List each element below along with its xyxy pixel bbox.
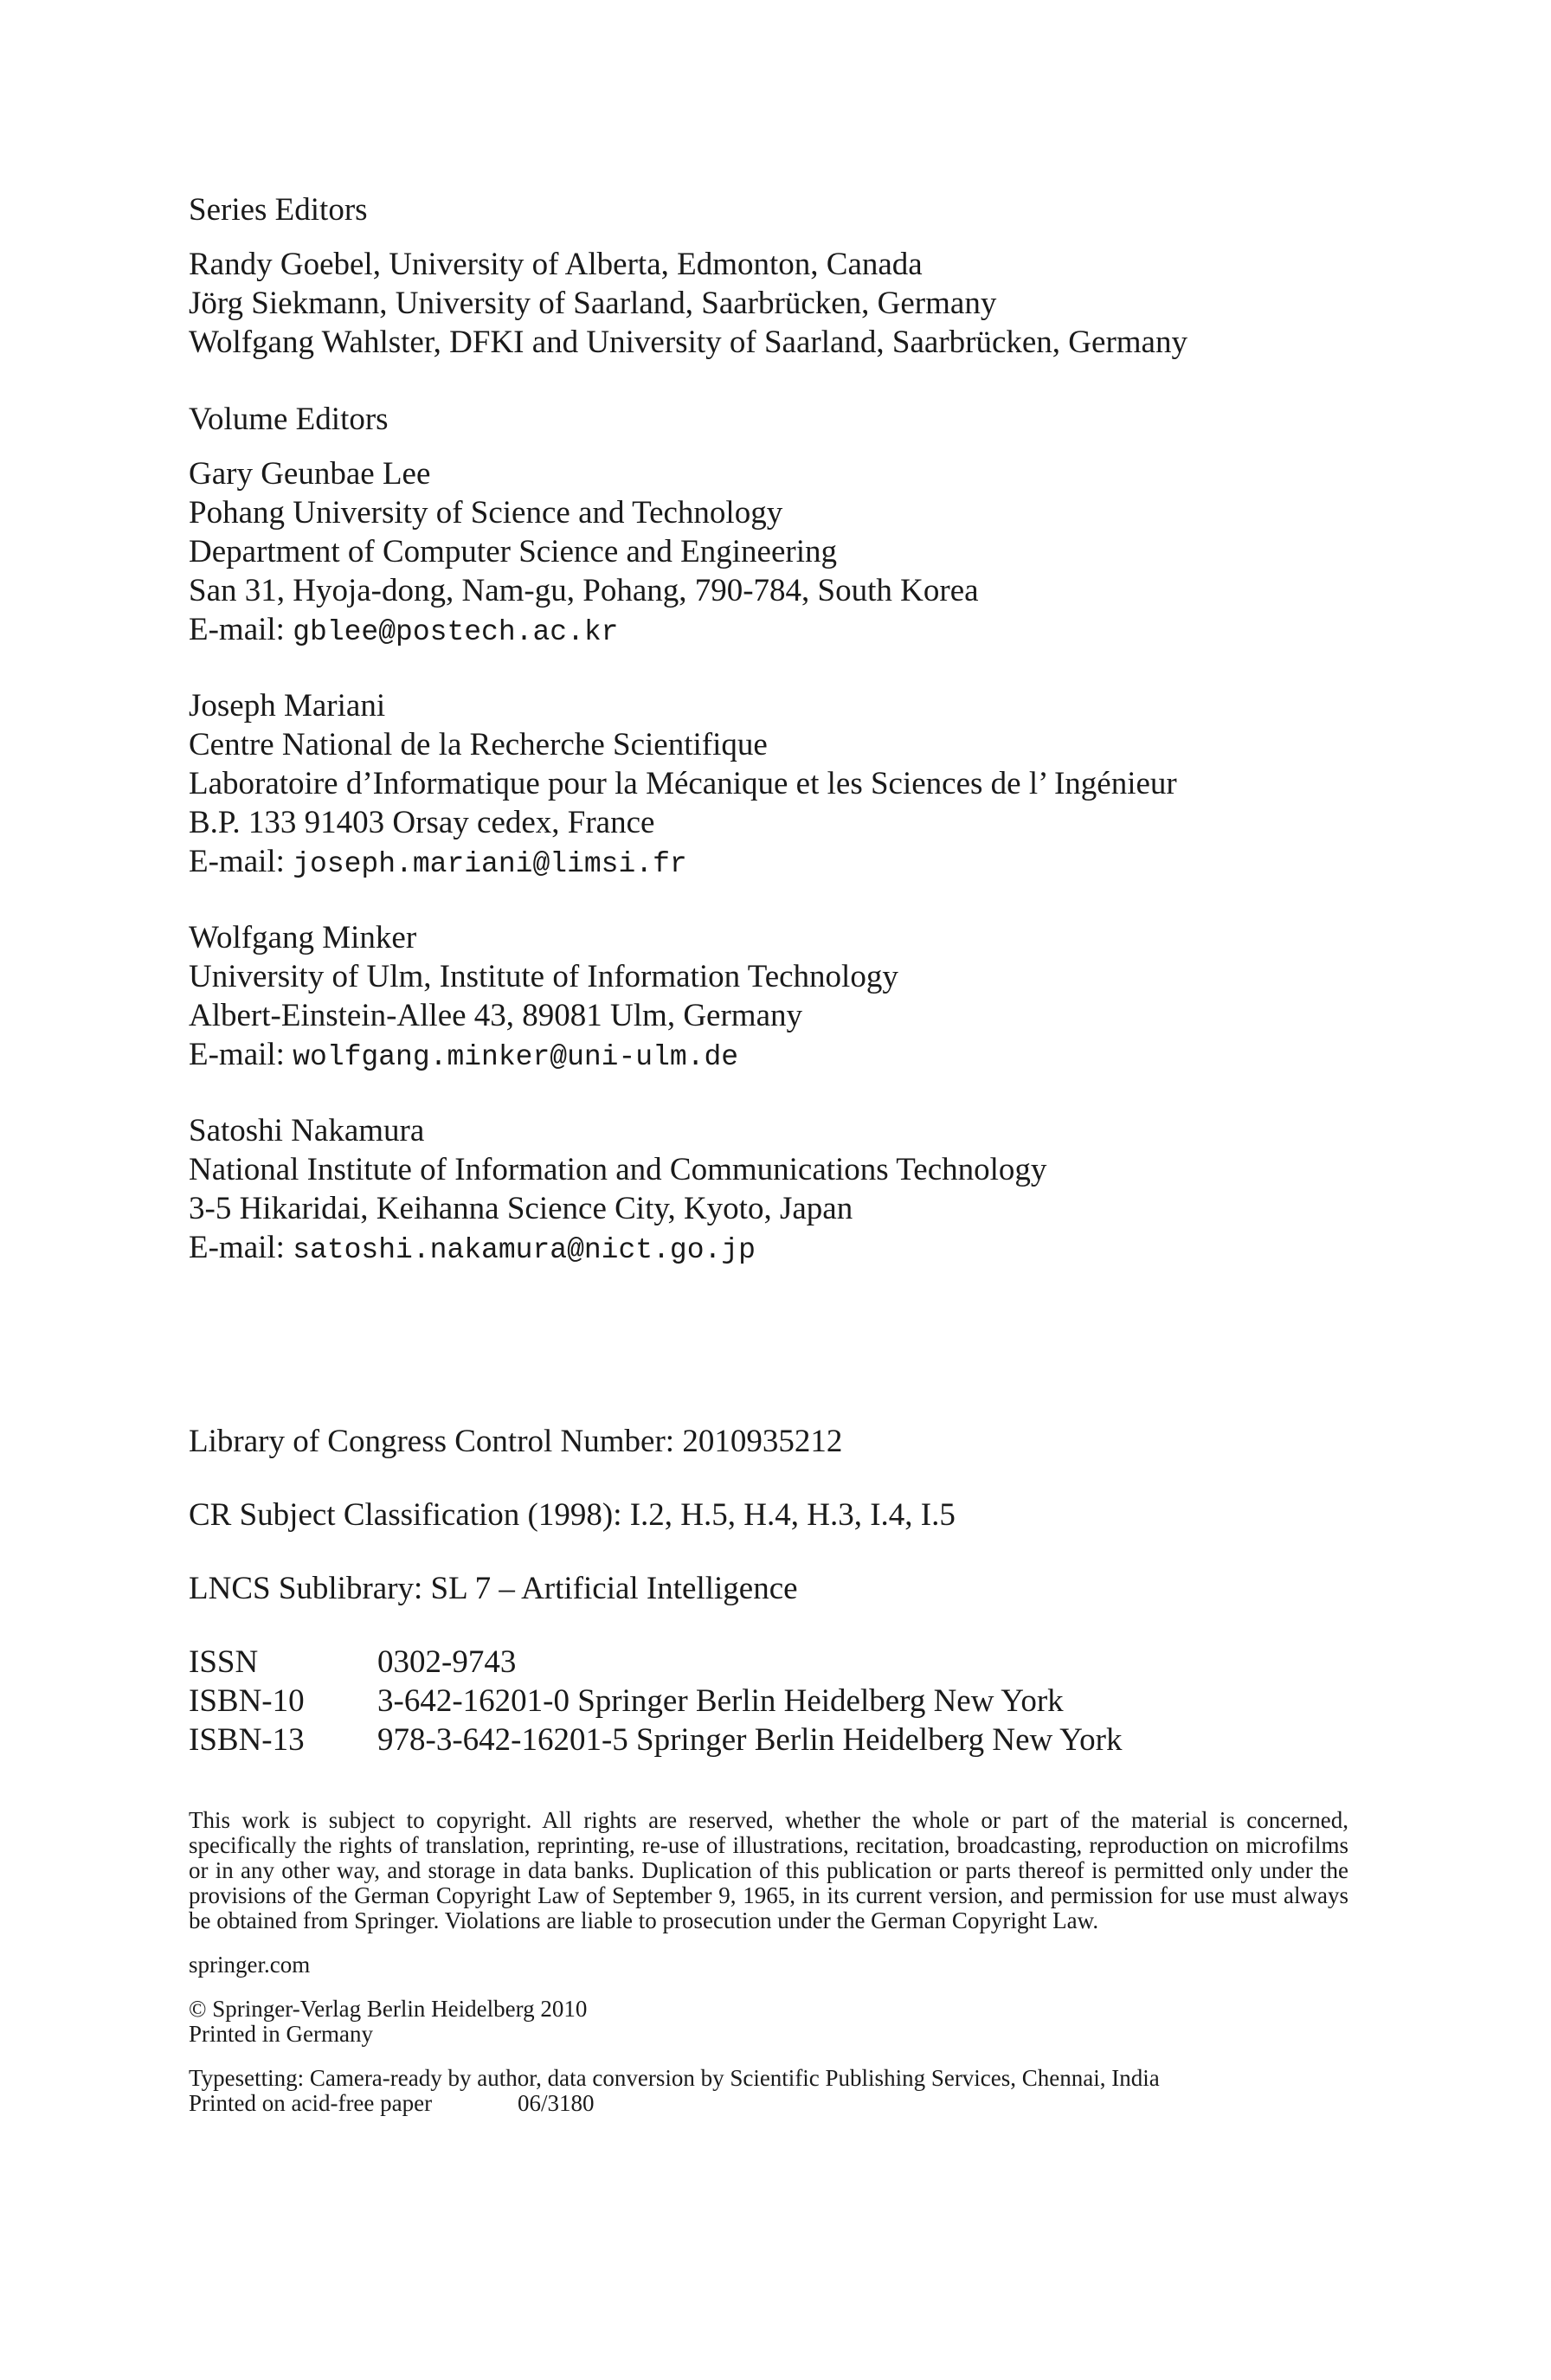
editor-name: Joseph Mariani: [189, 688, 386, 724]
volume-editor-entry: [189, 1111, 1348, 1270]
email-label: E-mail:: [189, 1230, 293, 1265]
identifier-key: ISBN-10: [189, 1683, 305, 1719]
editor-affiliation-line: Department of Computer Science and Engineering: [189, 534, 837, 569]
editor-name: Satoshi Nakamura: [189, 1113, 425, 1148]
identifier-table: [189, 1643, 1348, 1759]
website-link[interactable]: springer.com: [189, 1952, 311, 1978]
editor-affiliation-line: Pohang University of Science and Technology: [189, 495, 783, 531]
volume-editor-entry: [189, 686, 1348, 884]
editor-affiliation-line: Centre National de la Recherche Scientifique: [189, 727, 768, 762]
email-label: E-mail:: [189, 844, 293, 879]
identifier-key: ISSN: [189, 1644, 259, 1680]
identifier-value: 3-642-16201-0 Springer Berlin Heidelberg New York: [377, 1683, 1064, 1719]
email-label: E-mail:: [189, 612, 293, 647]
editor-address-line: San 31, Hyoja-dong, Nam-gu, Pohang, 790-784, South Korea: [189, 573, 979, 608]
editor-name: Wolfgang Minker: [189, 920, 417, 955]
editor-email: joseph.mariani@limsi.fr: [293, 848, 687, 880]
library-of-congress-number: Library of Congress Control Number: 2010935212: [189, 1424, 843, 1459]
editor-affiliation-line: Laboratoire d’Informatique pour la Mécanique et les Sciences de l’ Ingénieur: [189, 766, 1177, 801]
editor-email-line: [189, 610, 1348, 652]
editor-email: gblee@postech.ac.kr: [293, 616, 619, 648]
editor-address-line: B.P. 133 91403 Orsay cedex, France: [189, 805, 655, 840]
editor-email-line: [189, 1228, 1348, 1270]
typesetting-line: Typesetting: Camera-ready by author, data conversion by Scientific Publishing Services, Chennai, India: [189, 2065, 1160, 2091]
series-editors-section: [189, 190, 1348, 362]
series-editors-heading: Series Editors: [189, 192, 368, 228]
identifier-row: [189, 1682, 1348, 1721]
identifier-key: ISBN-13: [189, 1722, 305, 1758]
identifier-row: [189, 1643, 1348, 1682]
editor-address-line: 3-5 Hikaridai, Keihanna Science City, Kyoto, Japan: [189, 1191, 853, 1226]
copyright-line: © Springer-Verlag Berlin Heidelberg 2010: [189, 1996, 588, 2022]
editor-email: wolfgang.minker@uni-ulm.de: [293, 1041, 739, 1073]
printed-in: Printed in Germany: [189, 2021, 373, 2047]
series-editor-line: Randy Goebel, University of Alberta, Edmonton, Canada: [189, 247, 923, 282]
series-editor-line: Wolfgang Wahlster, DFKI and University of Saarland, Saarbrücken, Germany: [189, 325, 1187, 360]
copyright-page: [189, 190, 1348, 2116]
identifier-row: [189, 1721, 1348, 1759]
editor-address-line: Albert-Einstein-Allee 43, 89081 Ulm, Germany: [189, 998, 802, 1033]
editor-affiliation-line: University of Ulm, Institute of Information Technology: [189, 959, 898, 994]
copyright-notice: This work is subject to copyright. All rights are reserved, whether the whole or part of the material is concerned, specifically the rights of translation, reprinting, re-use of illustrations, recitation, broadcasting, reproduction on microfilms or in any other way, and storage in data banks. Duplication of this publication or parts thereof is permitted only under the provisions of the German Copyright Law of September 9, 1965, in its current version, and permission for use must always be obtained from Springer. Violations are liable to prosecution under the German Copyright Law.: [189, 1807, 1348, 1933]
lncs-sublibrary: LNCS Sublibrary: SL 7 – Artificial Intelligence: [189, 1571, 798, 1606]
volume-editors-heading: Volume Editors: [189, 402, 389, 437]
paper-label: Printed on acid-free paper: [189, 2090, 433, 2116]
email-label: E-mail:: [189, 1037, 293, 1072]
identifier-value: 978-3-642-16201-5 Springer Berlin Heidelberg New York: [377, 1722, 1123, 1758]
editor-affiliation-line: National Institute of Information and Communications Technology: [189, 1152, 1047, 1187]
volume-editor-entry: [189, 454, 1348, 652]
volume-editor-entry: [189, 918, 1348, 1077]
editor-email-line: [189, 842, 1348, 884]
cr-subject-classification: CR Subject Classification (1998): I.2, H.5, H.4, H.3, I.4, I.5: [189, 1497, 956, 1533]
paper-line: [189, 2091, 1348, 2116]
paper-code: 06/3180: [518, 2090, 595, 2116]
editor-email-line: [189, 1035, 1348, 1077]
editor-name: Gary Geunbae Lee: [189, 456, 431, 492]
identifier-value: 0302-9743: [377, 1644, 517, 1680]
volume-editors-section: [189, 400, 1348, 1270]
editor-email: satoshi.nakamura@nict.go.jp: [293, 1234, 756, 1266]
series-editor-line: Jörg Siekmann, University of Saarland, Saarbrücken, Germany: [189, 286, 997, 321]
